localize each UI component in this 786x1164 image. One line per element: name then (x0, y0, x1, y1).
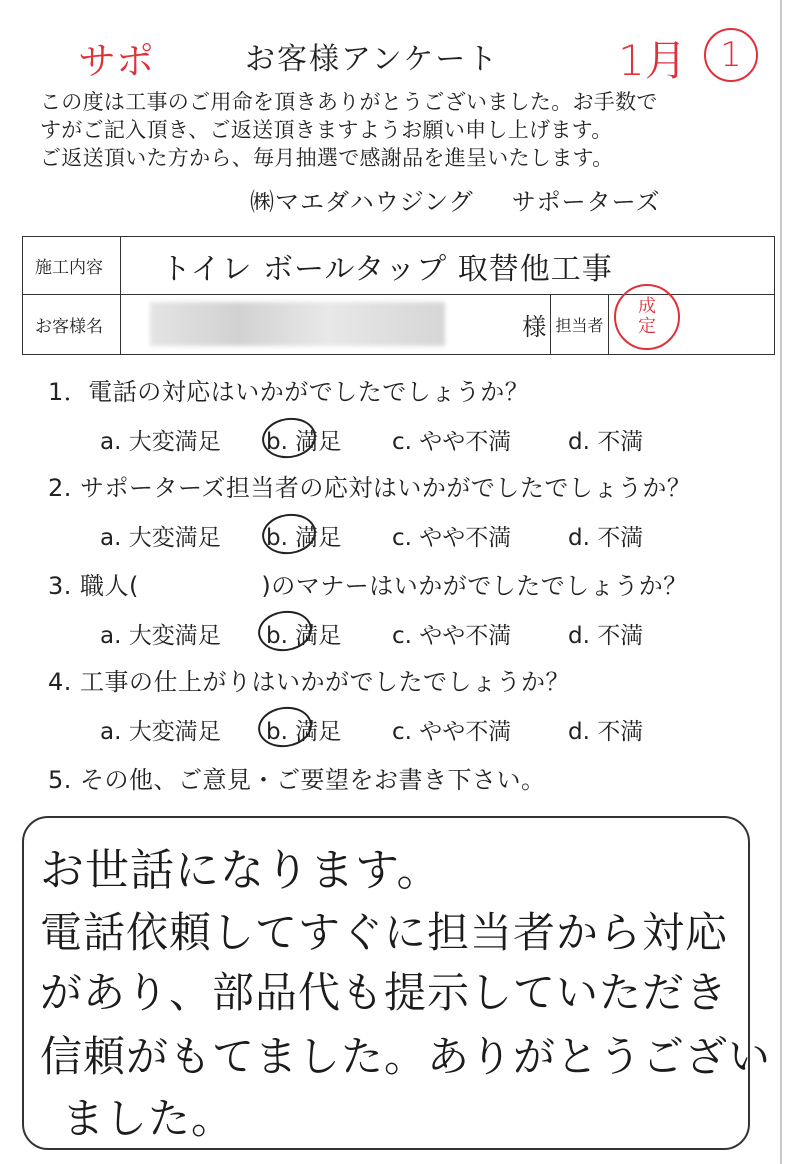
staff-label: 担当者 (551, 295, 609, 355)
staff-seal-stamp (614, 284, 680, 350)
q4-option-b: b. 満足 (266, 719, 342, 745)
page-title: お客様アンケート (245, 42, 500, 77)
page-edge (780, 0, 782, 1164)
comment-line-1: お世話になります。 (40, 845, 442, 896)
q3-option-d: d. 不満 (568, 623, 644, 649)
q3-option-a: a. 大変満足 (100, 623, 221, 649)
intro-line-1: この度は工事のご用命を頂きありがとうございました。お手数で (40, 90, 658, 114)
question-2-options (100, 519, 643, 552)
q2-option-b: b. 満足 (266, 525, 342, 551)
question-4: 4. 工事の仕上がりはいかがでしたでしょうか？ (48, 668, 571, 696)
q2-option-a: a. 大変満足 (100, 525, 221, 551)
q1-option-d: d. 不満 (568, 429, 644, 455)
q1-option-b: b. 満足 (266, 429, 342, 455)
handwritten-circled-number: 1 (704, 28, 758, 82)
comment-line-4: 信頼がもてました。ありがとうござい (40, 1032, 772, 1081)
comment-line-2: 電話依頼してすぐに担当者から対応 (40, 908, 729, 957)
intro-line-2: すがご記入頂き、ご返送頂きますようお願い申し上げます。 (40, 118, 613, 142)
redacted-customer-name (150, 302, 445, 346)
q3-option-b: b. 満足 (266, 623, 342, 649)
company-name-text: ㈱マエダハウジング (250, 188, 474, 216)
q4-option-d: d. 不満 (568, 719, 644, 745)
q4-option-c: c. やや不満 (392, 719, 512, 745)
question-4-options (100, 713, 643, 746)
customer-label: お客様名 (23, 295, 121, 355)
question-1: 1．電話の対応はいかがでしたでしょうか？ (48, 378, 530, 406)
question-1-options (100, 423, 643, 456)
q3-option-c: c. やや不満 (392, 623, 512, 649)
handwritten-mark-sapo: サポ (78, 39, 155, 83)
work-label: 施工内容 (23, 237, 121, 295)
stamp-char-top: 成 (638, 296, 656, 317)
company-dept: サポーターズ (511, 188, 661, 216)
work-value: トイレ ボールタップ 取替他工事 (161, 251, 613, 287)
q2-option-c: c. やや不満 (392, 525, 512, 551)
comment-line-3: があり、部品代も提示していただき (40, 968, 729, 1017)
stamp-char-bottom: 定 (638, 316, 656, 337)
question-2: 2. サポーターズ担当者の応対はいかがでしたでしょうか？ (48, 474, 692, 502)
question-3: 3. 職人( )のマナーはいかがでしたでしょうか？ (48, 572, 688, 600)
q1-option-a: a. 大変満足 (100, 429, 221, 455)
question-5: 5. その他、ご意見・ご要望をお書き下さい。 (48, 766, 546, 794)
honorific-sama: 様 (519, 295, 551, 355)
question-3-options (100, 617, 643, 650)
comment-line-5: ました。 (62, 1094, 235, 1143)
q2-option-d: d. 不満 (568, 525, 644, 551)
handwritten-month: 1月 (618, 36, 687, 85)
q1-option-c: c. やや不満 (392, 429, 512, 455)
intro-line-3: ご返送頂いた方から、毎月抽選で感謝品を進呈いたします。 (40, 146, 614, 170)
q4-option-a: a. 大変満足 (100, 719, 221, 745)
company-name (250, 182, 661, 217)
